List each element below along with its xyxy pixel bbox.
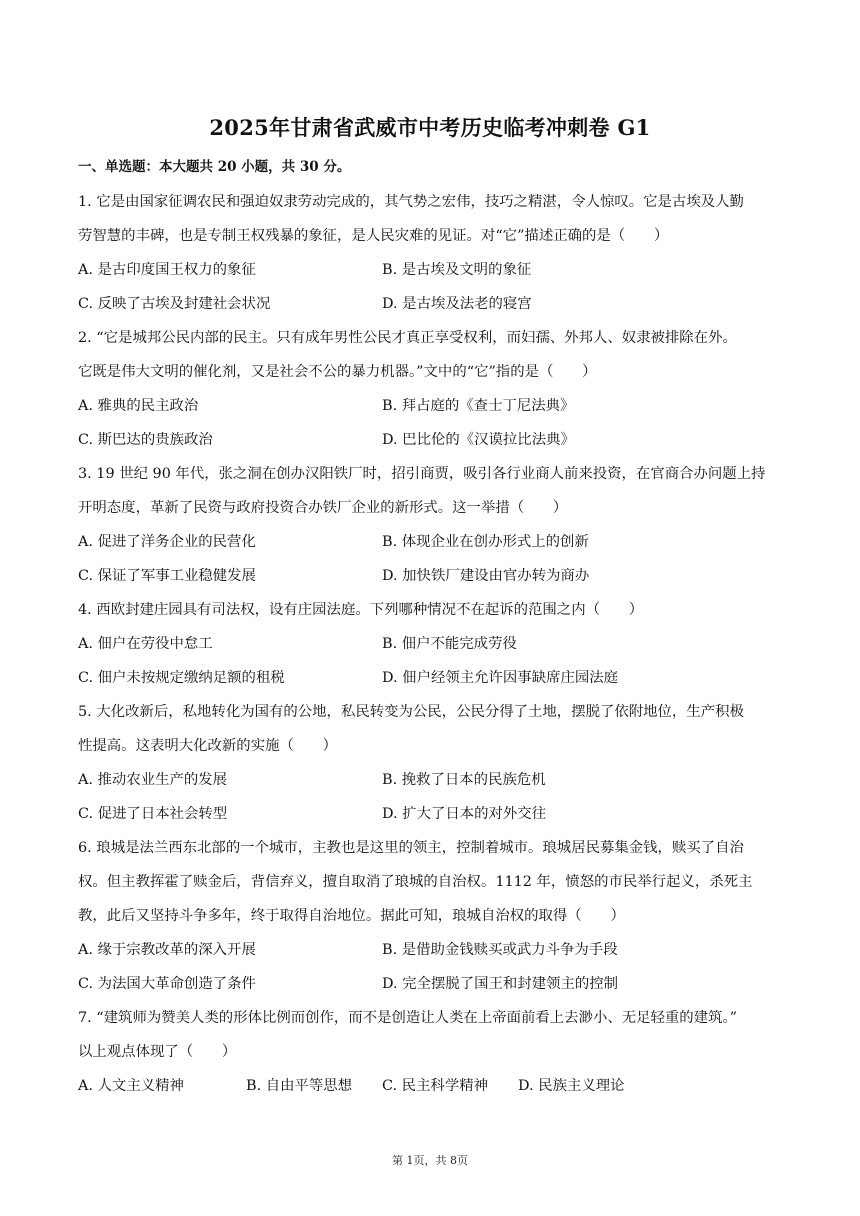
- question-2-line-1: 2. “它是城邦公民内部的民主。只有成年男性公民才真正享受权利，而妇孺、外邦人、奴隶被排除在外。: [78, 330, 737, 346]
- question-4-option-a: A. 佃户在劳役中怠工: [78, 636, 213, 652]
- question-1-option-d: D. 是古埃及法老的寝宫: [382, 296, 532, 312]
- question-3-line-1: 3. 19 世纪 90 年代，张之洞在创办汉阳铁厂时，招引商贾，吸引各行业商人前来投资，在官商合办问题上持: [78, 466, 766, 482]
- question-1-line-1: 1. 它是由国家征调农民和强迫奴隶劳动完成的，其气势之宏伟，技巧之精湛，令人惊叹。它是古埃及人勤: [78, 194, 744, 210]
- question-2-line-2: 它既是伟大文明的催化剂，又是社会不公的暴力机器。”文中的“它”指的是（ ）: [78, 364, 597, 380]
- question-3-option-b: B. 体现企业在创办形式上的创新: [382, 534, 589, 550]
- question-3-option-a: A. 促进了洋务企业的民营化: [78, 534, 256, 550]
- question-5-line-2: 性提高。这表明大化改新的实施（ ）: [78, 738, 338, 754]
- question-2-option-d: D. 巴比伦的《汉谟拉比法典》: [382, 432, 575, 448]
- question-5-option-a: A. 推动农业生产的发展: [78, 772, 228, 788]
- section-heading: 一、单选题：本大题共 20 小题，共 30 分。: [78, 159, 351, 175]
- question-1-option-b: B. 是古埃及文明的象征: [382, 262, 532, 278]
- question-3-option-c: C. 保证了军事工业稳健发展: [78, 568, 256, 584]
- question-2-option-b: B. 拜占庭的《查士丁尼法典》: [382, 398, 575, 414]
- question-6-line-2: 权。但主教挥霍了赎金后，背信弃义，擅自取消了琅城的自治权。1112 年，愤怒的市民举行起义，杀死主: [78, 874, 753, 890]
- question-2-option-a: A. 雅典的民主政治: [78, 398, 199, 414]
- question-6-line-1: 6. 琅城是法兰西东北部的一个城市，主教也是这里的领主，控制着城市。琅城居民募集金钱，赎买了自治: [78, 840, 744, 856]
- question-4-option-c: C. 佃户未按规定缴纳足额的租税: [78, 670, 285, 686]
- question-6-option-d: D. 完全摆脱了国王和封建领主的控制: [382, 976, 619, 992]
- question-6-option-c: C. 为法国大革命创造了条件: [78, 976, 256, 992]
- question-7-option-c: C. 民主科学精神: [382, 1078, 488, 1094]
- question-2-option-c: C. 斯巴达的贵族政治: [78, 432, 213, 448]
- exam-title: 2025年甘肃省武威市中考历史临考冲刺卷 G1: [209, 115, 651, 140]
- question-1-option-c: C. 反映了古埃及封建社会状况: [78, 296, 271, 312]
- question-6-option-b: B. 是借助金钱赎买或武力斗争为手段: [382, 942, 618, 958]
- question-4-option-d: D. 佃户经领主允许因事缺席庄园法庭: [382, 670, 619, 686]
- question-4-line-1: 4. 西欧封建庄园具有司法权，设有庄园法庭。下列哪种情况不在起诉的范围之内（ ）: [78, 602, 644, 618]
- question-7-line-1: 7. “建筑师为赞美人类的形体比例而创作，而不是创造让人类在上帝面前看上去渺小、无足轻重的建筑。”: [78, 1010, 738, 1026]
- question-5-option-b: B. 挽救了日本的民族危机: [382, 772, 546, 788]
- question-7-option-a: A. 人文主义精神: [78, 1078, 184, 1094]
- question-5-option-c: C. 促进了日本社会转型: [78, 806, 228, 822]
- question-7-option-d: D. 民族主义理论: [518, 1078, 625, 1094]
- question-1-option-a: A. 是古印度国王权力的象征: [78, 262, 256, 278]
- question-3-option-d: D. 加快铁厂建设由官办转为商办: [382, 568, 590, 584]
- question-6-option-a: A. 缘于宗教改革的深入开展: [78, 942, 256, 958]
- question-6-line-3: 教，此后又坚持斗争多年，终于取得自治地位。据此可知，琅城自治权的取得（ ）: [78, 908, 625, 924]
- question-5-line-1: 5. 大化改新后，私地转化为国有的公地，私民转变为公民，公民分得了土地，摆脱了依附地位，生产积极: [78, 704, 744, 720]
- question-3-line-2: 开明态度，革新了民资与政府投资合办铁厂企业的新形式。这一举措（ ）: [78, 500, 568, 516]
- question-5-option-d: D. 扩大了日本的对外交往: [382, 806, 547, 822]
- question-7-line-2: 以上观点体现了（ ）: [78, 1044, 237, 1060]
- question-4-option-b: B. 佃户不能完成劳役: [382, 636, 517, 652]
- question-7-option-b: B. 自由平等思想: [246, 1078, 353, 1094]
- page-footer: 第 1页，共 8页: [392, 1154, 468, 1167]
- question-1-line-2: 劳智慧的丰碑，也是专制王权残暴的象征，是人民灾难的见证。对“它”描述正确的是（ ）: [78, 228, 669, 244]
